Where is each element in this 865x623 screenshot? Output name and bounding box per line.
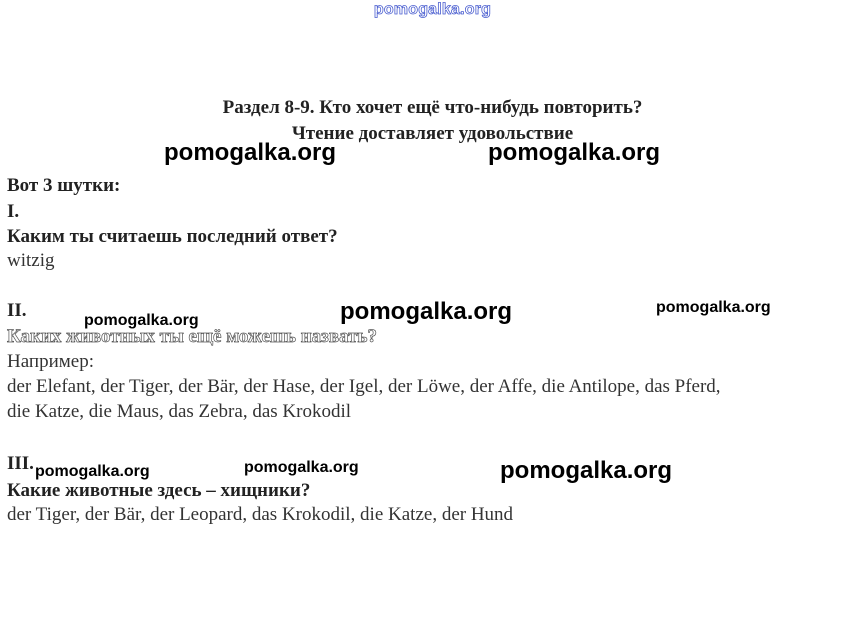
- intro-text: Вот 3 шутки:: [7, 175, 121, 196]
- section-2-answer-line-2: die Katze, die Maus, das Zebra, das Krokodil: [7, 401, 352, 422]
- section-1-number: I.: [7, 201, 20, 222]
- section-2-answer-line-1: der Elefant, der Tiger, der Bär, der Hase, der Igel, der Löwe, der Affe, die Antilope, das Pferd,: [7, 376, 721, 397]
- watermark-1: pomogalka.org: [164, 139, 337, 166]
- section-2-example-label: Например:: [7, 351, 94, 372]
- heading-line-2: Чтение доставляет удовольствие: [291, 123, 574, 144]
- watermark-8: pomogalka.org: [500, 457, 673, 484]
- section-2-question: Каких животных ты ещё можешь назвать?: [7, 326, 377, 347]
- section-2-number: II.: [7, 300, 27, 321]
- top-watermark: pomogalka.org: [373, 1, 492, 18]
- section-3-question: Какие животные здесь – хищники?: [7, 480, 311, 501]
- watermark-3: pomogalka.org: [340, 298, 513, 325]
- watermark-7: pomogalka.org: [244, 459, 359, 476]
- section-3-answer: der Tiger, der Bär, der Leopard, das Krokodil, die Katze, der Hund: [7, 504, 514, 525]
- watermark-6: pomogalka.org: [35, 463, 150, 480]
- heading-line-1: Раздел 8-9. Кто хочет ещё что-нибудь повторить?: [222, 97, 643, 118]
- section-3-number: III.: [7, 453, 34, 474]
- section-1-answer: witzig: [7, 250, 55, 271]
- watermark-2: pomogalka.org: [488, 139, 661, 166]
- watermark-4: pomogalka.org: [656, 299, 771, 316]
- watermark-5: pomogalka.org: [84, 312, 199, 329]
- section-1-question: Каким ты считаешь последний ответ?: [7, 226, 338, 247]
